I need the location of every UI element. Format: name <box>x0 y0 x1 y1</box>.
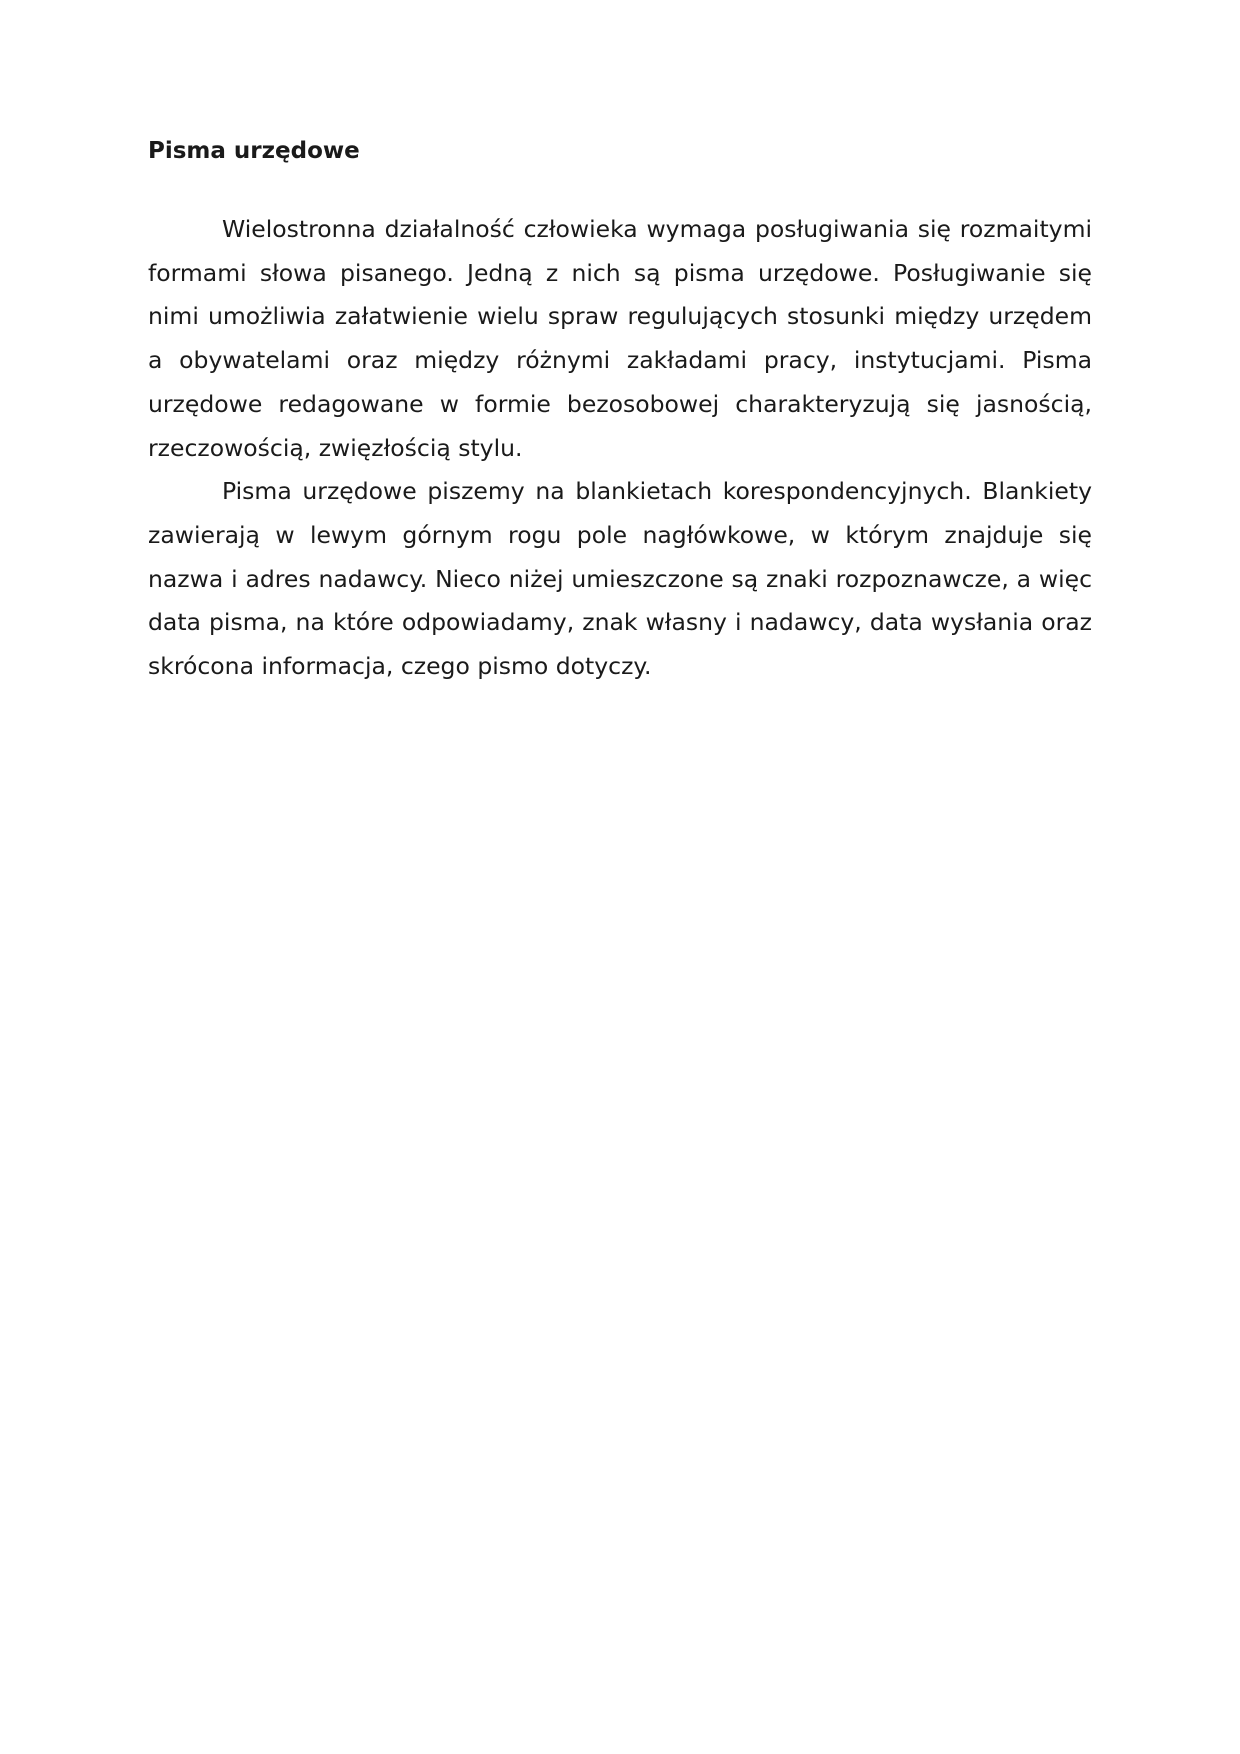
document-body <box>148 136 1092 689</box>
paragraph-1: Wielostronna działalność człowieka wymaga posługiwania się rozmaitymi formami słowa pisanego. Jedną z nich są pisma urzędowe. Posługiwanie się nimi umożliwia załatwienie wielu spraw regulujących stosunki między urzędem a obywatelami oraz między różnymi zakładami pracy, instytucjami. Pisma urzędowe redagowane w formie bezosobowej charakteryzują się jasnością, rzeczowością, zwięzłością stylu. <box>148 215 1092 462</box>
document-title: Pisma urzędowe <box>148 138 360 164</box>
paragraph-2: Pisma urzędowe piszemy na blankietach korespondencyjnych. Blankiety zawierają w lewym górnym rogu pole nagłówkowe, w którym znajduje się nazwa i adres nadawcy. Nieco niżej umieszczone są znaki rozpoznawcze, a więc data pisma, na które odpowiadamy, znak własny i nadawcy, data wysłania oraz skrócona informacja, czego pismo dotyczy. <box>148 477 1092 681</box>
